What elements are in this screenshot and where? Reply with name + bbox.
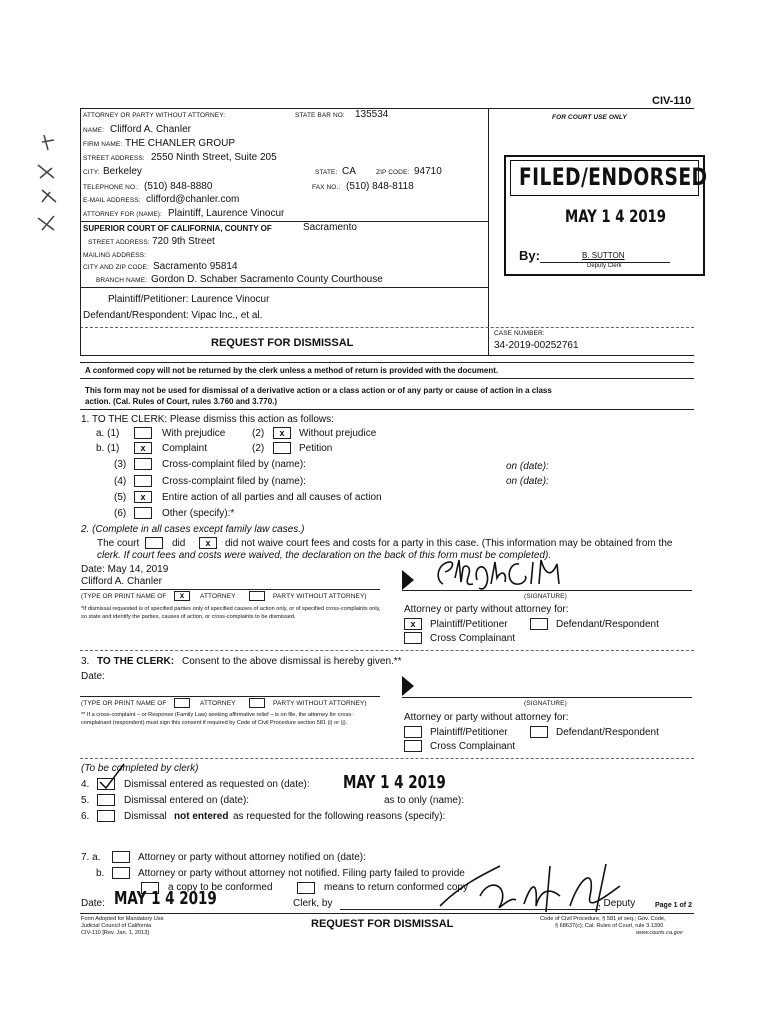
copy-conformed-label: a copy to be conformed bbox=[168, 882, 273, 893]
page-number: Page 1 of 2 bbox=[655, 902, 692, 909]
b2-num: (2) bbox=[252, 443, 265, 454]
notice-top-line bbox=[80, 362, 694, 363]
b3-num: (3) bbox=[114, 459, 127, 470]
return-copy-checkbox[interactable] bbox=[297, 882, 315, 894]
city-zip-label: CITY AND ZIP CODE: bbox=[83, 264, 149, 271]
a-label: a. (1) bbox=[96, 428, 120, 439]
section3-attorney-label: ATTORNEY bbox=[200, 700, 236, 707]
clerk-by: Clerk, by bbox=[293, 898, 333, 909]
complaint-checkbox[interactable]: x bbox=[134, 442, 152, 454]
footer-left-2: Judicial Council of California bbox=[81, 923, 152, 929]
item5-as: as to only (name): bbox=[384, 795, 465, 806]
section3-attorney-checkbox[interactable] bbox=[174, 698, 190, 708]
section3-plaintiff-checkbox[interactable] bbox=[404, 726, 422, 738]
section3-heading-bold: TO THE CLERK: bbox=[97, 656, 175, 667]
with-prejudice-checkbox[interactable] bbox=[134, 427, 152, 439]
section2-line2: clerk. If court fees and costs were waived, the declaration on the back of this form must be completed). bbox=[97, 550, 552, 561]
parties-divider bbox=[80, 287, 488, 288]
b-label: b. (1) bbox=[96, 443, 120, 454]
petition-label: Petition bbox=[299, 443, 333, 454]
cross-complainant-label: Cross Complainant bbox=[430, 633, 516, 644]
zip: 94710 bbox=[414, 166, 442, 177]
section3-attorney-for: Attorney or party without attorney for: bbox=[404, 712, 569, 723]
attorney-label: ATTORNEY OR PARTY WITHOUT ATTORNEY: bbox=[83, 112, 226, 119]
state-bar-label: STATE BAR NO: bbox=[295, 112, 345, 119]
header-left-border bbox=[80, 108, 81, 355]
court-divider bbox=[80, 221, 488, 222]
margin-stamp-mark bbox=[20, 130, 60, 240]
attorney-name: Clifford A. Chanler bbox=[110, 124, 191, 135]
a2-num: (2) bbox=[252, 428, 265, 439]
notice-derivative-1: This form may not be used for dismissal of a derivative action or a class action or of any party or cause of action in a class bbox=[85, 386, 552, 395]
entire-action-label: Entire action of all parties and all causes of action bbox=[162, 492, 382, 503]
defendant-line: Defendant/Respondent: Vipac Inc., et al. bbox=[83, 310, 263, 321]
did-checkbox[interactable] bbox=[145, 537, 163, 549]
attorney-for-label: ATTORNEY FOR (NAME): bbox=[83, 211, 162, 218]
court-label: SUPERIOR COURT OF CALIFORNIA, COUNTY OF bbox=[83, 224, 272, 233]
item7b-label: Attorney or party without attorney not notified. Filing party failed to provide bbox=[138, 868, 465, 879]
stamp-title: FILED/ENDORSED bbox=[519, 163, 708, 191]
header-divider bbox=[488, 108, 489, 355]
section2-date: Date: May 14, 2019 bbox=[81, 564, 169, 575]
branch-label: BRANCH NAME: bbox=[96, 277, 148, 284]
b6-num: (6) bbox=[114, 508, 127, 519]
notice-mid-line bbox=[80, 378, 694, 379]
footer-right-1: Code of Civil Procedure, § 581 et seq.; Gov. Code, bbox=[540, 916, 666, 922]
footer-line bbox=[80, 913, 694, 914]
petition-checkbox[interactable] bbox=[273, 442, 291, 454]
item6-c: as requested for the following reasons (specify): bbox=[233, 811, 446, 822]
section3-cross-label: Cross Complainant bbox=[430, 741, 516, 752]
item7a-num: 7. a. bbox=[81, 852, 101, 863]
attorney-checkbox[interactable]: x bbox=[174, 591, 190, 601]
item6-num: 6. bbox=[81, 811, 90, 822]
section3-cross-checkbox[interactable] bbox=[404, 740, 422, 752]
item6-a: Dismissal bbox=[124, 811, 167, 822]
fax-label: FAX NO.: bbox=[312, 184, 341, 191]
cross-complaint-2-label: Cross-complaint filed by (name): bbox=[162, 476, 306, 487]
return-copy-label: means to return conformed copy bbox=[324, 882, 468, 893]
firm-label: FIRM NAME: bbox=[83, 141, 123, 148]
plaintiff-label: Plaintiff/Petitioner bbox=[430, 619, 508, 630]
section3-party-checkbox[interactable] bbox=[249, 698, 265, 708]
item4-label: Dismissal entered as requested on (date): bbox=[124, 779, 310, 790]
form-id: CIV-110 bbox=[652, 95, 692, 107]
section1-heading: 1. TO THE CLERK: Please dismiss this action as follows: bbox=[81, 414, 334, 425]
firm-name: THE CHANLER GROUP bbox=[125, 138, 236, 149]
cross-complaint-2-on: on (date): bbox=[506, 476, 549, 487]
section3-date: Date: bbox=[81, 671, 105, 682]
case-number: 34-2019-00252761 bbox=[494, 340, 579, 351]
section3-num: 3. bbox=[81, 656, 90, 667]
item5-label: Dismissal entered on (date): bbox=[124, 795, 250, 806]
section3-divider bbox=[80, 650, 694, 651]
complaint-label: Complaint bbox=[162, 443, 208, 454]
item5-checkbox[interactable] bbox=[97, 794, 115, 806]
footer-right-3: www.courts.ca.gov bbox=[636, 930, 683, 936]
item4-num: 4. bbox=[81, 779, 90, 790]
attorney-for: Plaintiff, Laurence Vinocur bbox=[168, 208, 285, 219]
phone: (510) 848-8880 bbox=[144, 181, 213, 192]
without-prejudice-label: Without prejudice bbox=[299, 428, 377, 439]
page-title: REQUEST FOR DISMISSAL bbox=[211, 337, 354, 349]
cross-complaint-1-checkbox[interactable] bbox=[134, 458, 152, 470]
city-zip: Sacramento 95814 bbox=[153, 261, 238, 272]
other-label: Other (specify):* bbox=[162, 508, 235, 519]
section3-defendant-label: Defendant/Respondent bbox=[556, 727, 659, 738]
section3-footnote: ** If a cross-complaint – or Response (Family Law) seeking affirmative relief – is on file, the attorney for cross-complainant (respondent) must sign this consent if required by Code of Civil Procedure section 581 (i) or (j). bbox=[81, 712, 353, 726]
without-prejudice-checkbox[interactable]: x bbox=[273, 427, 291, 439]
state: CA bbox=[342, 166, 356, 177]
section3-party-label: PARTY WITHOUT ATTORNEY) bbox=[273, 700, 367, 707]
street-address: 2550 Ninth Street, Suite 205 bbox=[151, 152, 277, 163]
attorney-label-2: ATTORNEY bbox=[200, 593, 236, 600]
case-number-label: CASE NUMBER: bbox=[494, 330, 545, 337]
cross-complaint-1-on: on (date): bbox=[506, 461, 549, 472]
section2-attorney-for: Attorney or party without attorney for: bbox=[404, 604, 569, 615]
deputy-label: , Deputy bbox=[598, 898, 636, 909]
section2-type-label: (TYPE OR PRINT NAME OF bbox=[81, 593, 167, 600]
did-label: did bbox=[172, 538, 186, 549]
section3-defendant-checkbox[interactable] bbox=[530, 726, 548, 738]
city: Berkeley bbox=[103, 166, 142, 177]
header-bottom-border bbox=[80, 355, 694, 356]
defendant-checkbox[interactable] bbox=[530, 618, 548, 630]
footer-right-2: § 68637(c); Cal. Rules of Court, rule 3.1390 bbox=[555, 923, 664, 929]
section2-name-line bbox=[80, 589, 380, 590]
party-checkbox[interactable] bbox=[249, 591, 265, 601]
branch: Gordon D. Schaber Sacramento County Courthouse bbox=[151, 274, 383, 285]
plaintiff-line: Plaintiff/Petitioner: Laurence Vinocur bbox=[108, 294, 270, 305]
section2-signature-label: (SIGNATURE) bbox=[524, 593, 567, 600]
fax: (510) 848-8118 bbox=[346, 181, 414, 192]
section3-signature-line bbox=[402, 697, 692, 698]
notice-derivative-2: action. (Cal. Rules of Court, rules 3.760 and 3.770.) bbox=[85, 397, 278, 406]
email-label: E-MAIL ADDRESS: bbox=[83, 197, 141, 204]
item7a-checkbox[interactable] bbox=[112, 851, 130, 863]
entire-action-checkbox[interactable]: x bbox=[134, 491, 152, 503]
section2-name: Clifford A. Chanler bbox=[81, 576, 162, 587]
with-prejudice-label: With prejudice bbox=[162, 428, 226, 439]
section3-signature-label: (SIGNATURE) bbox=[524, 700, 567, 707]
item4-date: MAY 1 4 2019 bbox=[343, 772, 446, 793]
item7b-checkbox[interactable] bbox=[112, 867, 130, 879]
party-label: PARTY WITHOUT ATTORNEY) bbox=[273, 593, 367, 600]
court-street-label: STREET ADDRESS: bbox=[88, 239, 150, 246]
footer-title: REQUEST FOR DISMISSAL bbox=[311, 918, 454, 930]
mailing-label: MAILING ADDRESS: bbox=[83, 252, 147, 259]
name-label: NAME: bbox=[83, 127, 105, 134]
clerk-divider bbox=[80, 758, 694, 759]
section2-signature-line bbox=[402, 590, 692, 591]
sign-arrow-icon-2 bbox=[402, 676, 416, 696]
stamp-date: MAY 1 4 2019 bbox=[565, 207, 666, 227]
email: clifford@chanler.com bbox=[146, 194, 240, 205]
state-bar-no: 135534 bbox=[355, 109, 389, 120]
title-divider bbox=[80, 327, 694, 328]
cross-complainant-checkbox[interactable] bbox=[404, 632, 422, 644]
phone-label: TELEPHONE NO.: bbox=[83, 184, 139, 191]
notice-bottom-line bbox=[80, 409, 694, 410]
court-use-label: FOR COURT USE ONLY bbox=[552, 114, 627, 121]
plaintiff-checkbox[interactable]: x bbox=[404, 618, 422, 630]
clerk-heading: (To be completed by clerk) bbox=[81, 763, 199, 774]
sign-arrow-icon bbox=[402, 570, 416, 590]
attorney-signature bbox=[415, 556, 595, 594]
item4-check-mark-icon bbox=[96, 764, 126, 792]
stamp-clerk: B. SUTTON bbox=[582, 251, 625, 260]
item7a-label: Attorney or party without attorney notified on (date): bbox=[138, 852, 366, 863]
b4-num: (4) bbox=[114, 476, 127, 487]
b5-num: (5) bbox=[114, 492, 127, 503]
notice-conformed: A conformed copy will not be returned by the clerk unless a method of return is provided with the document. bbox=[85, 366, 499, 375]
county: Sacramento bbox=[303, 222, 357, 233]
defendant-label: Defendant/Respondent bbox=[556, 619, 659, 630]
stamp-clerk-title: Deputy Clerk bbox=[587, 263, 622, 269]
footer-left-3: CIV-110 [Rev. Jan. 1, 2013] bbox=[81, 930, 149, 936]
section2-footnote: *If dismissal requested is of specified parties only of specified causes of action only, or of specified cross-complaints only, so state and identify the parties, causes of action, or cross-complaints to be dismissed. bbox=[81, 606, 381, 620]
zip-label: ZIP CODE: bbox=[376, 169, 410, 176]
item6-b: not entered bbox=[174, 811, 229, 822]
street-label: STREET ADDRESS: bbox=[83, 155, 145, 162]
state-label: STATE: bbox=[315, 169, 338, 176]
section3-heading: Consent to the above dismissal is hereby given.** bbox=[182, 656, 402, 667]
cross-complaint-1-label: Cross-complaint filed by (name): bbox=[162, 459, 306, 470]
footer-left-1: Form Adopted for Mandatory Use bbox=[81, 916, 164, 922]
court-street: 720 9th Street bbox=[152, 236, 215, 247]
did-not-label: did not waive court fees and costs for a party in this case. (This information may be obtained from the bbox=[225, 538, 673, 549]
cross-complaint-2-checkbox[interactable] bbox=[134, 475, 152, 487]
item7b-num: b. bbox=[96, 868, 105, 879]
other-checkbox[interactable] bbox=[134, 507, 152, 519]
court-label-text: The court bbox=[97, 538, 140, 549]
stamp-by-label: By: bbox=[519, 248, 540, 263]
section3-name-line bbox=[80, 696, 380, 697]
item6-checkbox[interactable] bbox=[97, 810, 115, 822]
clerk-date-label: Date: bbox=[81, 898, 105, 909]
city-label: CITY: bbox=[83, 169, 100, 176]
section3-plaintiff-label: Plaintiff/Petitioner bbox=[430, 727, 508, 738]
clerk-date: MAY 1 4 2019 bbox=[114, 888, 217, 909]
section3-type-label: (TYPE OR PRINT NAME OF bbox=[81, 700, 167, 707]
did-not-checkbox[interactable]: x bbox=[199, 537, 217, 549]
section2-heading: 2. (Complete in all cases except family law cases.) bbox=[81, 524, 305, 535]
item5-num: 5. bbox=[81, 795, 90, 806]
